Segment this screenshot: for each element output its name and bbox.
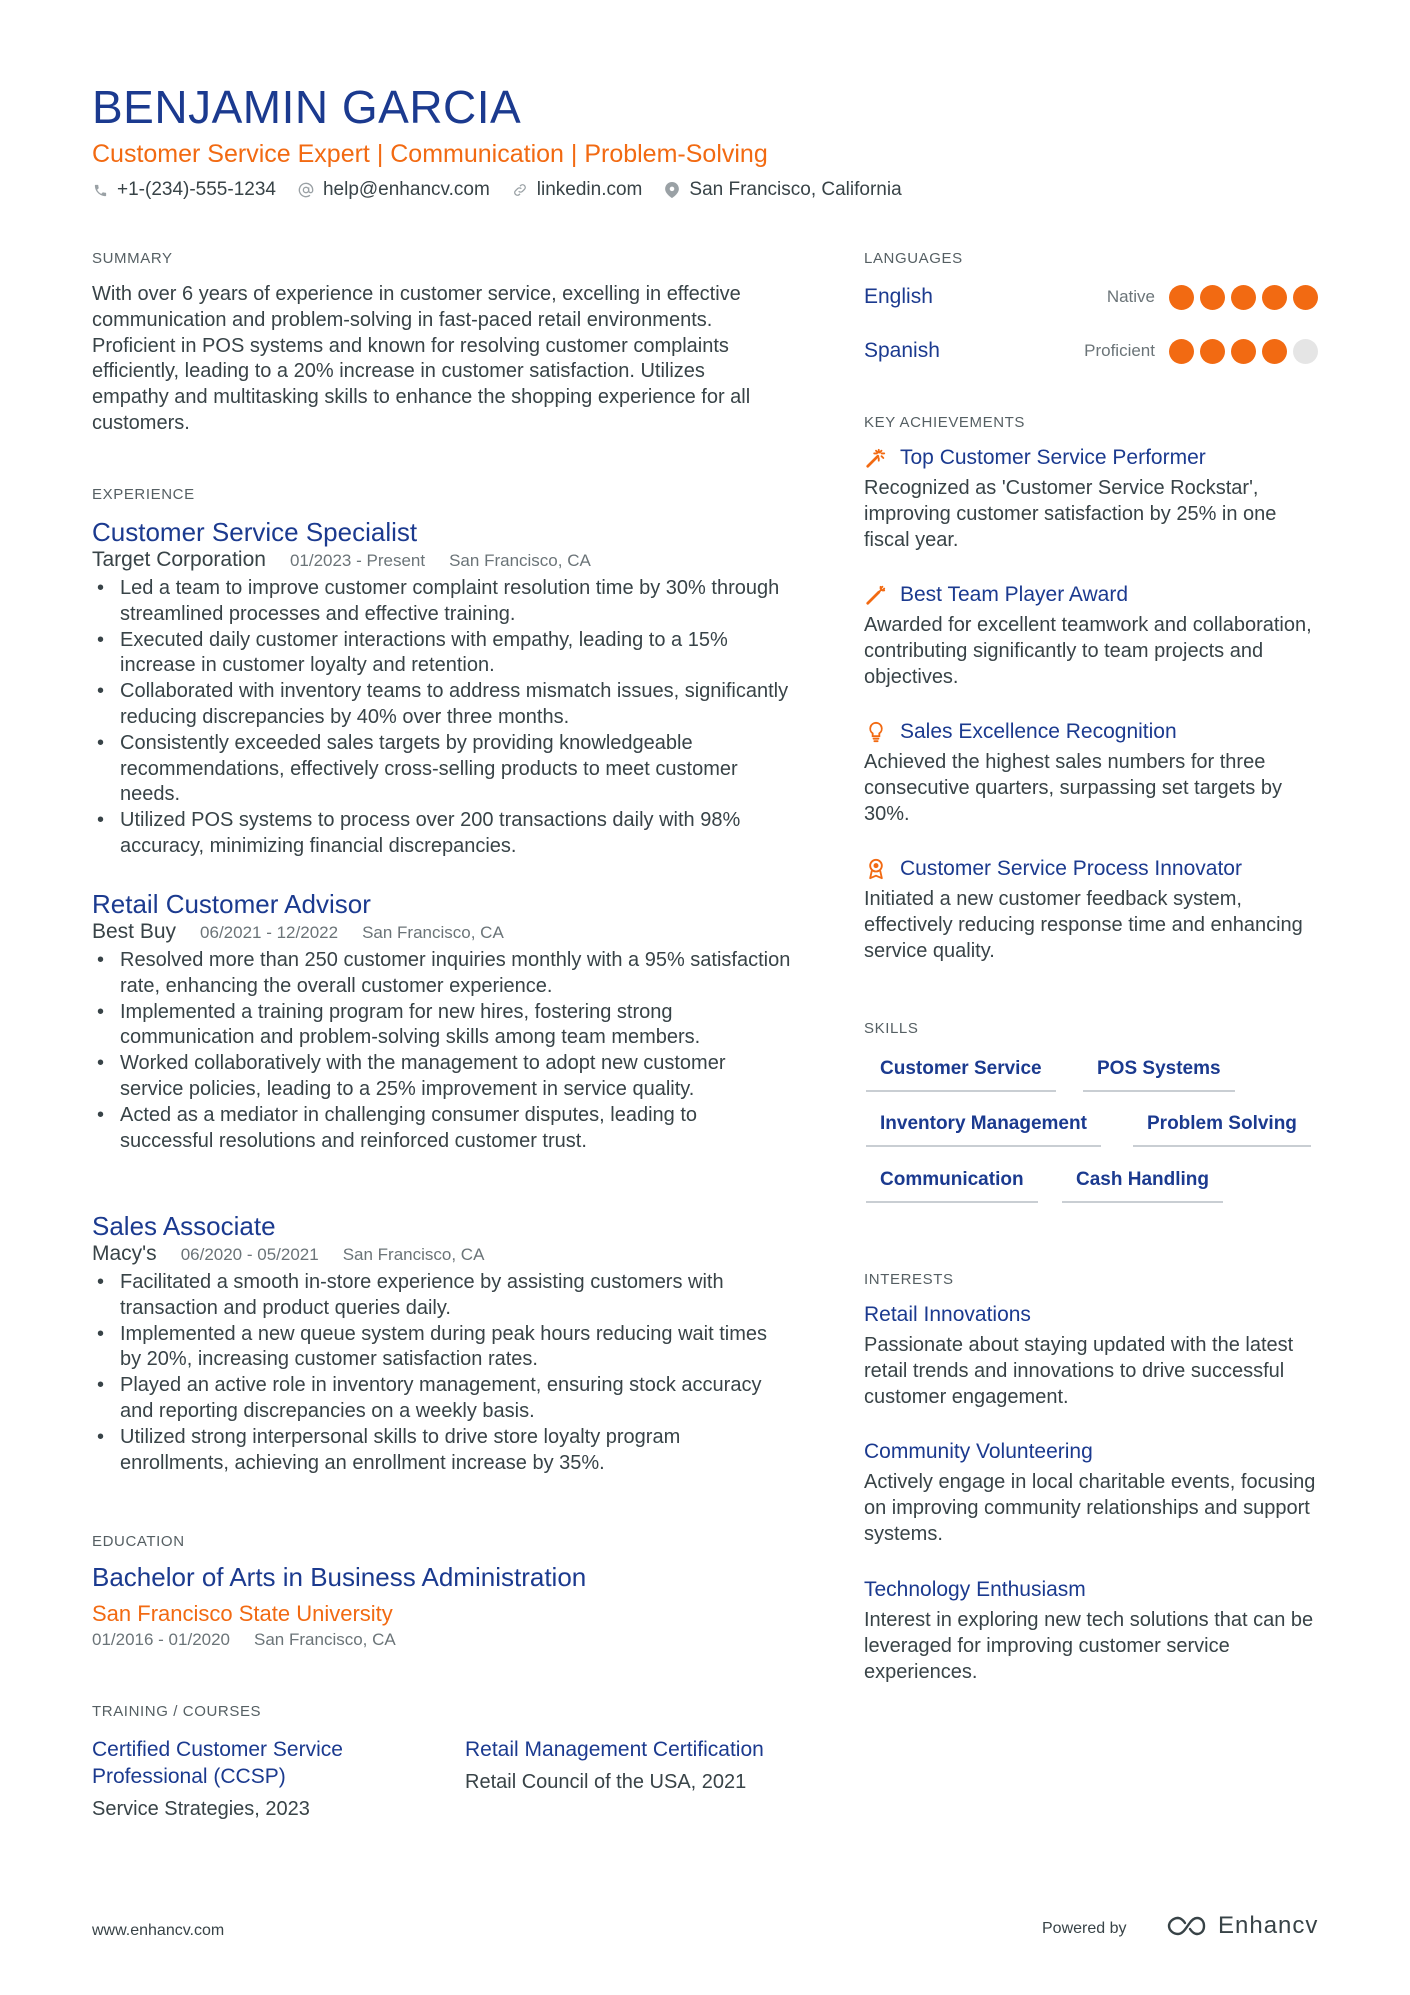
language-rating xyxy=(1169,285,1324,310)
language-name: English xyxy=(864,285,933,308)
job-bullet: • Executed daily customer interactions with empathy, leading to a 15% increase in customer loyalty and retention. xyxy=(92,628,792,680)
education-dates: 01/2016 - 01/2020 xyxy=(92,1630,231,1649)
education-meta xyxy=(92,1630,420,1650)
experience-item xyxy=(92,888,792,1154)
rating-dot-filled xyxy=(1231,285,1256,310)
lightbulb-icon xyxy=(864,720,888,744)
rating-dot-filled xyxy=(1231,339,1256,364)
award-medal-icon xyxy=(864,857,888,881)
education-heading: EDUCATION xyxy=(92,1533,185,1550)
contact-email[interactable] xyxy=(298,179,490,201)
course-item xyxy=(465,1736,785,1794)
job-bullet: • Implemented a training program for new hires, fostering strong communication and problem-solving skills among team members. xyxy=(92,1000,792,1052)
job-bullets xyxy=(92,1270,792,1476)
interest-desc: Passionate about staying updated with the latest retail trends and innovations to drive successful customer engagement. xyxy=(864,1334,1294,1408)
interest-item xyxy=(864,1578,1324,1685)
rating-dot-filled xyxy=(1293,285,1318,310)
rating-dot-empty xyxy=(1293,339,1318,364)
job-bullet: • Utilized POS systems to process over 200 transactions daily with 98% accuracy, minimizing financial discrepancies. xyxy=(92,808,792,860)
interest-item xyxy=(864,1440,1324,1547)
rating-dot-filled xyxy=(1169,339,1194,364)
job-dates: 06/2020 - 05/2021 xyxy=(180,1245,319,1264)
achievement-title: Top Customer Service Performer xyxy=(900,446,1206,469)
achievement-desc: Recognized as 'Customer Service Rockstar', improving customer satisfaction by 25% in one fiscal year. xyxy=(864,477,1277,551)
company-name: Macy's xyxy=(92,1242,157,1265)
company-name: Target Corporation xyxy=(92,548,266,571)
linkedin-text: linkedin.com xyxy=(536,179,643,200)
course-title: Retail Management Certification xyxy=(465,1738,764,1761)
achievement-desc: Awarded for excellent teamwork and collaboration, contributing significantly to team projects and objectives. xyxy=(864,614,1312,688)
experience-item xyxy=(92,516,792,860)
contact-phone[interactable] xyxy=(92,179,276,201)
rating-dot-filled xyxy=(1262,285,1287,310)
map-pin-icon xyxy=(664,182,680,198)
language-row xyxy=(864,336,1324,366)
job-meta xyxy=(92,548,792,572)
summary-heading: SUMMARY xyxy=(92,250,173,267)
achievement-title: Sales Excellence Recognition xyxy=(900,720,1177,743)
candidate-name: BENJAMIN GARCIA xyxy=(92,81,522,133)
phone-icon xyxy=(92,182,108,198)
job-bullet: • Facilitated a smooth in-store experience by assisting customers with transaction and product queries daily. xyxy=(92,1270,792,1322)
interest-title: Retail Innovations xyxy=(864,1303,1031,1326)
course-title: Certified Customer Service Professional (CCSP) xyxy=(92,1738,343,1788)
interest-desc: Interest in exploring new tech solutions that can be leveraged for improving customer service experiences. xyxy=(864,1609,1314,1683)
job-location: San Francisco, CA xyxy=(449,551,591,570)
link-icon xyxy=(512,182,528,198)
skill-tag: Customer Service xyxy=(866,1058,1056,1092)
job-meta xyxy=(92,920,792,944)
interest-item xyxy=(864,1303,1324,1410)
achievement-title: Customer Service Process Innovator xyxy=(900,857,1242,880)
summary-text: With over 6 years of experience in customer service, excelling in effective communication and problem-solving in fast-paced retail environments. Proficient in POS systems and known for resolving customer complaints efficiently, leading to a 20% increase in customer satisfaction. Utilizes empathy and multitasking skills to enhance the shopping experience for all customers. xyxy=(92,283,751,434)
skill-tag: Cash Handling xyxy=(1062,1169,1223,1203)
enhancv-logo-icon xyxy=(1164,1914,1208,1938)
achievement-desc: Achieved the highest sales numbers for three consecutive quarters, surpassing set targets by 30%. xyxy=(864,751,1282,825)
job-bullet: • Implemented a new queue system during peak hours reducing wait times by 20%, increasing customer satisfaction rates. xyxy=(92,1322,792,1374)
interest-desc: Actively engage in local charitable events, focusing on improving community relationships and support systems. xyxy=(864,1471,1316,1545)
rating-dot-filled xyxy=(1262,339,1287,364)
job-title: Customer Service Specialist xyxy=(92,517,418,547)
job-bullet: • Collaborated with inventory teams to address mismatch issues, significantly reducing discrepancies by 40% over three months. xyxy=(92,679,792,731)
training-heading: TRAINING / COURSES xyxy=(92,1703,262,1720)
interest-title: Technology Enthusiasm xyxy=(864,1578,1086,1601)
job-bullet: • Played an active role in inventory management, ensuring stock accuracy and reporting discrepancies on a weekly basis. xyxy=(92,1373,792,1425)
phone-text: +1-(234)-555-1234 xyxy=(117,179,276,200)
experience-heading: EXPERIENCE xyxy=(92,486,195,503)
course-provider: Service Strategies, 2023 xyxy=(92,1798,310,1820)
achievements-heading: KEY ACHIEVEMENTS xyxy=(864,414,1026,431)
job-bullets xyxy=(92,948,792,1154)
achievement-desc: Initiated a new customer feedback system, effectively reducing response time and enhancing service quality. xyxy=(864,888,1303,962)
job-bullet: • Acted as a mediator in challenging consumer disputes, leading to successful resolutions and reinforced customer trust. xyxy=(92,1103,792,1155)
interests-heading: INTERESTS xyxy=(864,1271,954,1288)
achievement-item xyxy=(864,720,1324,827)
contact-bar xyxy=(92,179,924,201)
job-title: Sales Associate xyxy=(92,1211,276,1241)
contact-location xyxy=(664,179,901,201)
course-item xyxy=(92,1736,422,1821)
location-text: San Francisco, California xyxy=(689,179,902,200)
job-dates: 01/2023 - Present xyxy=(289,551,426,570)
skill-tag: Communication xyxy=(866,1169,1038,1203)
interest-title: Community Volunteering xyxy=(864,1440,1093,1463)
job-dates: 06/2021 - 12/2022 xyxy=(200,923,339,942)
magic-wand-icon xyxy=(864,446,888,470)
footer-url[interactable]: www.enhancv.com xyxy=(92,1922,225,1939)
job-bullet: • Consistently exceeded sales targets by providing knowledgeable recommendations, effectively cross-selling products to meet customer needs. xyxy=(92,731,792,808)
degree-title: Bachelor of Arts in Business Administration xyxy=(92,1562,587,1592)
company-name: Best Buy xyxy=(92,920,177,943)
brand-name: Enhancv xyxy=(1218,1912,1319,1939)
job-location: San Francisco, CA xyxy=(342,1245,485,1264)
job-bullet: • Led a team to improve customer complaint resolution time by 30% through streamlined processes and effective training. xyxy=(92,576,792,628)
language-row xyxy=(864,282,1324,312)
powered-by-label: Powered by xyxy=(1042,1920,1127,1937)
contact-linkedin[interactable] xyxy=(512,179,643,201)
language-rating xyxy=(1169,339,1324,364)
skill-tag: Inventory Management xyxy=(866,1113,1101,1147)
brand-logo[interactable] xyxy=(1164,1912,1318,1940)
skill-tag: Problem Solving xyxy=(1133,1113,1311,1147)
job-bullet: • Worked collaboratively with the management to adopt new customer service policies, leading to a 25% improvement in service quality. xyxy=(92,1051,792,1103)
job-title: Retail Customer Advisor xyxy=(92,889,371,919)
course-provider: Retail Council of the USA, 2021 xyxy=(465,1771,747,1793)
skills-heading: SKILLS xyxy=(864,1020,919,1037)
headline: Customer Service Expert | Communication | Problem-Solving xyxy=(92,140,768,168)
language-level: Proficient xyxy=(1084,341,1155,360)
achievement-item xyxy=(864,857,1324,964)
job-bullets xyxy=(92,576,792,860)
rating-dot-filled xyxy=(1200,285,1225,310)
wand-icon xyxy=(864,583,888,607)
experience-item xyxy=(92,1210,792,1476)
job-meta xyxy=(92,1242,792,1266)
school-name: San Francisco State University xyxy=(92,1601,393,1626)
languages-heading: LANGUAGES xyxy=(864,250,963,267)
achievement-title: Best Team Player Award xyxy=(900,583,1129,606)
language-name: Spanish xyxy=(864,339,940,362)
email-text: help@enhancv.com xyxy=(322,179,490,200)
rating-dot-filled xyxy=(1200,339,1225,364)
job-bullet: • Utilized strong interpersonal skills to drive store loyalty program enrollments, achieving an enrollment increase by 35%. xyxy=(92,1425,792,1477)
skill-tag: POS Systems xyxy=(1083,1058,1235,1092)
job-location: San Francisco, CA xyxy=(362,923,504,942)
achievement-item xyxy=(864,446,1324,553)
job-bullet: • Resolved more than 250 customer inquiries monthly with a 95% satisfaction rate, enhancing the overall customer experience. xyxy=(92,948,792,1000)
rating-dot-filled xyxy=(1169,285,1194,310)
education-location: San Francisco, CA xyxy=(254,1630,396,1649)
achievement-item xyxy=(864,583,1324,690)
at-icon xyxy=(298,182,314,198)
language-level: Native xyxy=(1106,287,1155,306)
